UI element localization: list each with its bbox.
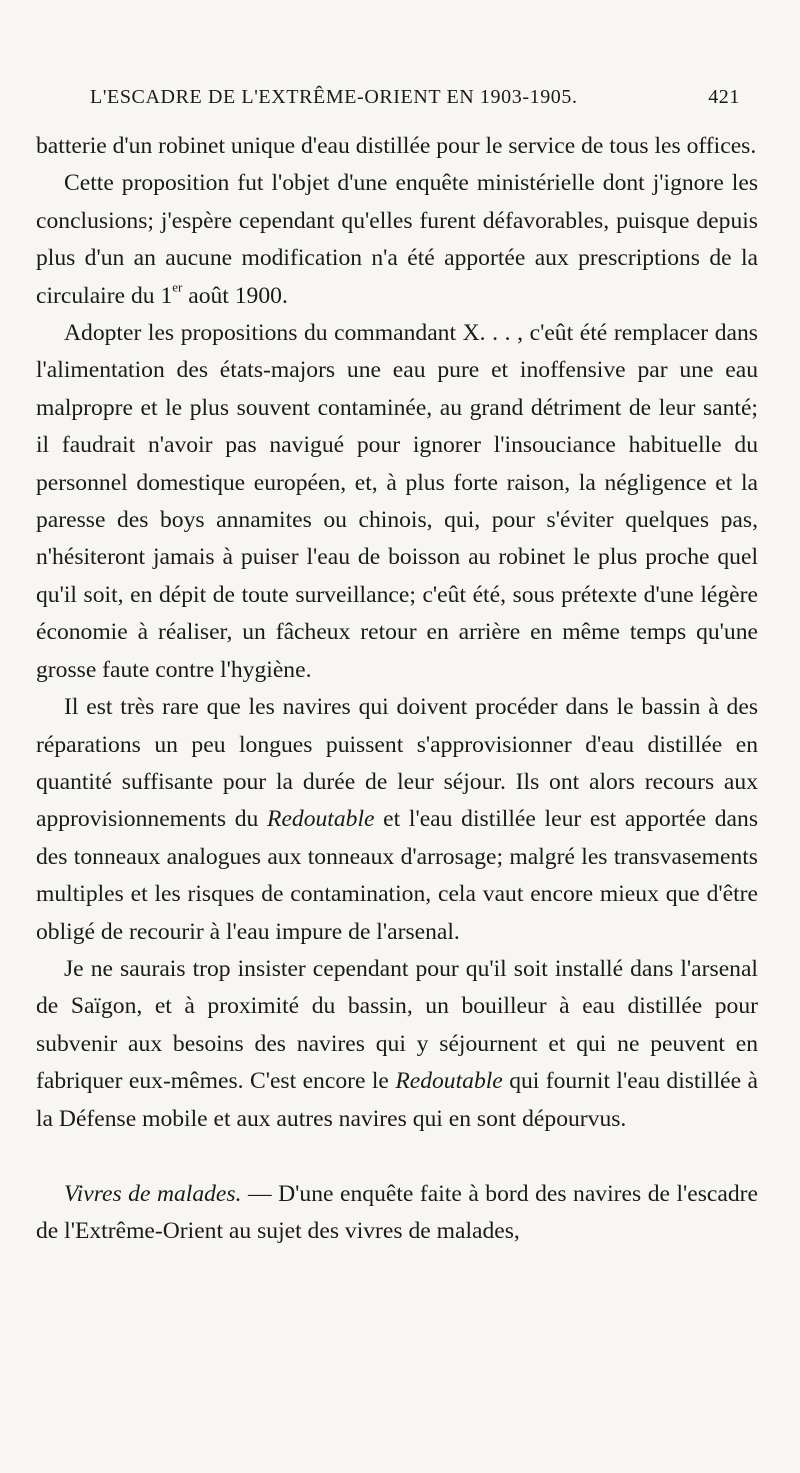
ship-name-redoutable: Redoutable bbox=[267, 806, 375, 833]
superscript-er: er bbox=[172, 278, 183, 294]
paragraph-4-text-b: et l'eau distillée leur est apportée dans des tonneaux analogues aux tonneaux d'arrosage; malgré les transvasements multiples et les risques de contamination, cela vaut encore mieux que d'être obligé de recourir à l'eau impure de l'arsenal. bbox=[36, 806, 759, 945]
paragraph-5-text-b: qui fournit l'eau distillée à la Défense mobile et aux autres navires qui en sont dépourvus. bbox=[36, 1068, 758, 1132]
paragraph-2 bbox=[36, 165, 758, 315]
paragraph-3 bbox=[36, 315, 758, 689]
body-text bbox=[36, 128, 758, 1251]
paragraph-2-text-a: Cette proposition fut l'objet d'une enquête ministérielle dont j'ignore les conclusions; j'espère cependant qu'elles furent défavorables, puisque depuis plus d'un an aucune modification n'a été apportée aux prescriptions de la circulaire du 1 bbox=[36, 170, 758, 309]
paragraph-1-text: batterie d'un robinet unique d'eau distillée pour le service de tous les offices. bbox=[36, 133, 757, 159]
paragraph-6-text: — D'une enquête faite à bord des navires de l'escadre de l'Extrême-Orient au sujet des vivres de malades, bbox=[36, 1180, 759, 1245]
running-header bbox=[90, 86, 740, 109]
paragraph-2-text-b: août 1900. bbox=[182, 282, 288, 309]
section-heading-vivres: Vivres de malades. bbox=[64, 1180, 242, 1207]
paragraph-5-text-a: Je ne saurais trop insister cependant pour qu'il soit installé dans l'arsenal de Saïgon, et à proximité du bassin, un bouilleur à eau distillée pour subvenir aux besoins des navires qui y séjournent et qui ne peuvent en fabriquer eux-mêmes. C'est encore le bbox=[36, 955, 758, 1095]
paragraph-5 bbox=[36, 951, 758, 1138]
paragraph-4 bbox=[36, 689, 758, 951]
ship-name-redoutable-2: Redoutable bbox=[395, 1068, 503, 1095]
paragraph-1 bbox=[36, 128, 758, 165]
paragraph-4-text-a: Il est très rare que les navires qui doivent procéder dans le bassin à des réparations un peu longues puissent s'approvisionner d'eau distillée en quantité suffisante pour la durée de leur séjour. Ils ont alors recours aux approvisionnements du bbox=[36, 694, 758, 833]
paragraph-6 bbox=[36, 1176, 758, 1251]
running-title: L'ESCADRE DE L'EXTRÊME-ORIENT EN 1903-1905. bbox=[90, 86, 578, 108]
paragraph-3-text: Adopter les propositions du commandant X. . . , c'eût été remplacer dans l'alimentation des états-majors une eau pure et inoffensive par une eau malpropre et le plus souvent contaminée, au grand détriment de leur santé; il faudrait n'avoir pas navigué pour ignorer l'insouciance habituelle du personnel domestique européen, et, à plus forte raison, la négligence et la paresse des boys annamites ou chinois, qui, pour s'éviter quelques pas, n'hésiteront jamais à puiser l'eau de boisson au robinet le plus proche quel qu'il soit, en dépit de toute surveillance; c'eût été, sous prétexte d'une légère économie à réaliser, un fâcheux retour en arrière en même temps qu'une grosse faute contre l'hygiène. bbox=[36, 320, 758, 683]
page-number: 421 bbox=[708, 86, 740, 108]
